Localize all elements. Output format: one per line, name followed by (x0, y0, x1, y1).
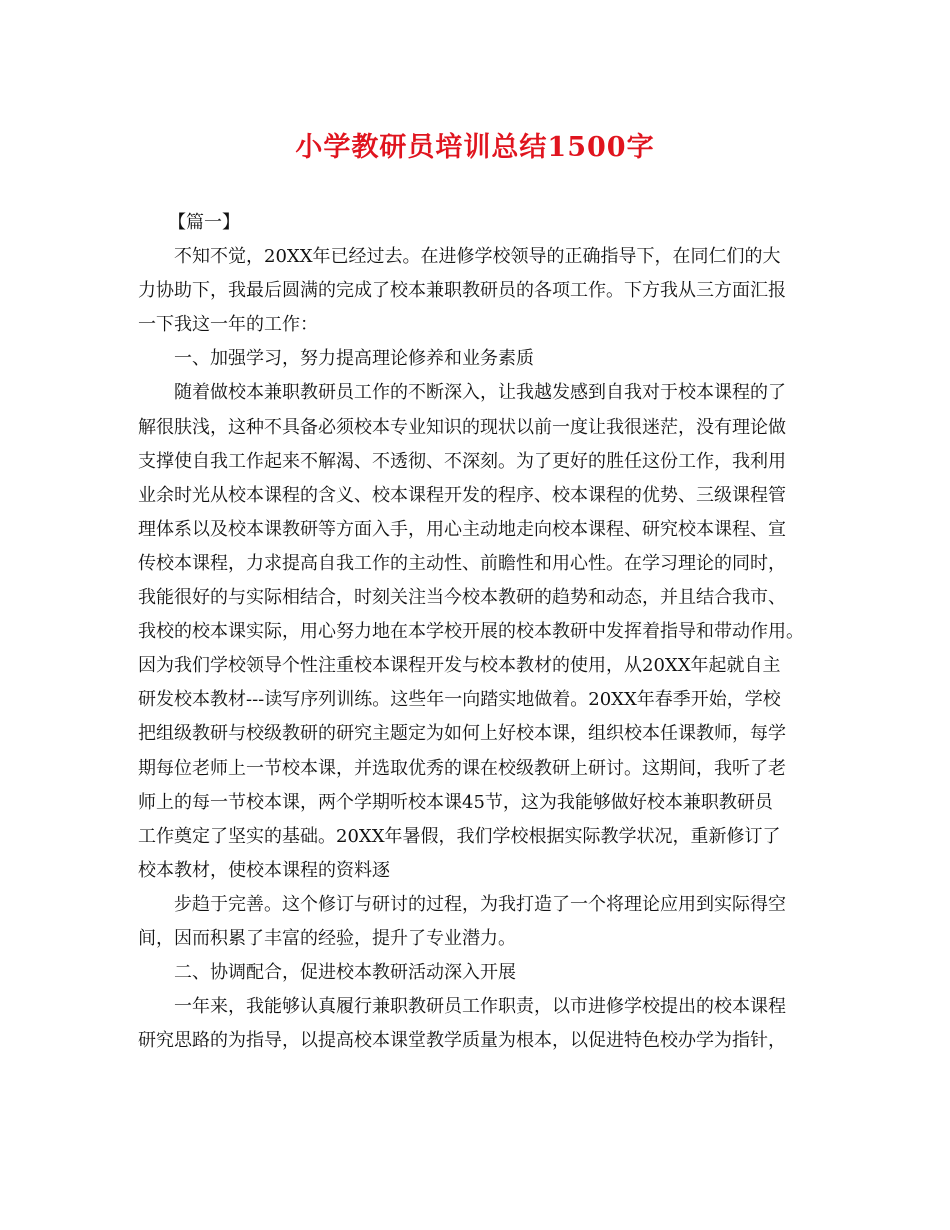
section-heading: 二、协调配合，促进校本教研活动深入开展 (174, 962, 516, 984)
paragraph-line: 理体系以及校本课教研等方面入手，用心主动地走向校本课程、研究校本课程、宣 (138, 518, 786, 540)
paragraph-line: 支撑使自我工作起来不解渴、不透彻、不深刻。为了更好的胜任这份工作，我利用 (138, 450, 786, 472)
paragraph-line: 期每位老师上一节校本课，并选取优秀的课在校级教研上研讨。这期间，我听了老 (138, 757, 786, 779)
document-title: 小学教研员培训总结1500字 (295, 132, 655, 163)
paragraph-line: 因为我们学校领导个性注重校本课程开发与校本教材的使用，从20XX年起就自主 (138, 655, 781, 677)
paragraph-line: 不知不觉，20XX年已经过去。在进修学校领导的正确指导下，在同仁们的大 (174, 246, 781, 268)
paragraph-line: 传校本课程，力求提高自我工作的主动性、前瞻性和用心性。在学习理论的同时， (138, 552, 786, 574)
paragraph-line: 把组级教研与校级教研的研究主题定为如何上好校本课，组织校本任课教师，每学 (138, 723, 786, 745)
paragraph-line: 工作奠定了坚实的基础。20XX年暑假，我们学校根据实际教学状况，重新修订了 (138, 825, 781, 847)
paragraph-line: 间，因而积累了丰富的经验，提升了专业潜力。 (138, 927, 516, 949)
section-heading: 一、加强学习，努力提高理论修养和业务素质 (174, 348, 534, 370)
section-label: 【篇一】 (168, 212, 240, 233)
paragraph-line: 师上的每一节校本课，两个学期听校本课45节，这为我能够做好校本兼职教研员 (138, 791, 773, 813)
document-body (138, 206, 828, 1058)
paragraph-line: 力协助下，我最后圆满的完成了校本兼职教研员的各项工作。下方我从三方面汇报 (138, 280, 786, 302)
paragraph-line: 校本教材，使校本课程的资料逐 (138, 859, 390, 881)
paragraph-line: 步趋于完善。这个修订与研讨的过程，为我打造了一个将理论应用到实际得空 (174, 893, 786, 915)
paragraph-line: 我校的校本课实际，用心努力地在本学校开展的校本教研中发挥着指导和带动作用。 (138, 621, 804, 643)
paragraph-line: 解很肤浅，这种不具备必须校本专业知识的现状以前一度让我很迷茫，没有理论做 (138, 416, 786, 438)
paragraph-line: 一年来，我能够认真履行兼职教研员工作职责，以市进修学校提出的校本课程 (174, 996, 786, 1018)
paragraph-line: 业余时光从校本课程的含义、校本课程开发的程序、校本课程的优势、三级课程管 (138, 484, 786, 506)
paragraph-line: 一下我这一年的工作： (138, 314, 318, 336)
paragraph-line: 随着做校本兼职教研员工作的不断深入，让我越发感到自我对于校本课程的了 (174, 382, 786, 404)
paragraph-line: 我能很好的与实际相结合，时刻关注当今校本教研的趋势和动态，并且结合我市、 (138, 587, 786, 609)
paragraph-line: 研发校本教材---读写序列训练。这些年一向踏实地做着。20XX年春季开始，学校 (138, 689, 781, 711)
paragraph-line: 研究思路的为指导，以提高校本课堂教学质量为根本，以促进特色校办学为指针， (138, 1030, 786, 1052)
